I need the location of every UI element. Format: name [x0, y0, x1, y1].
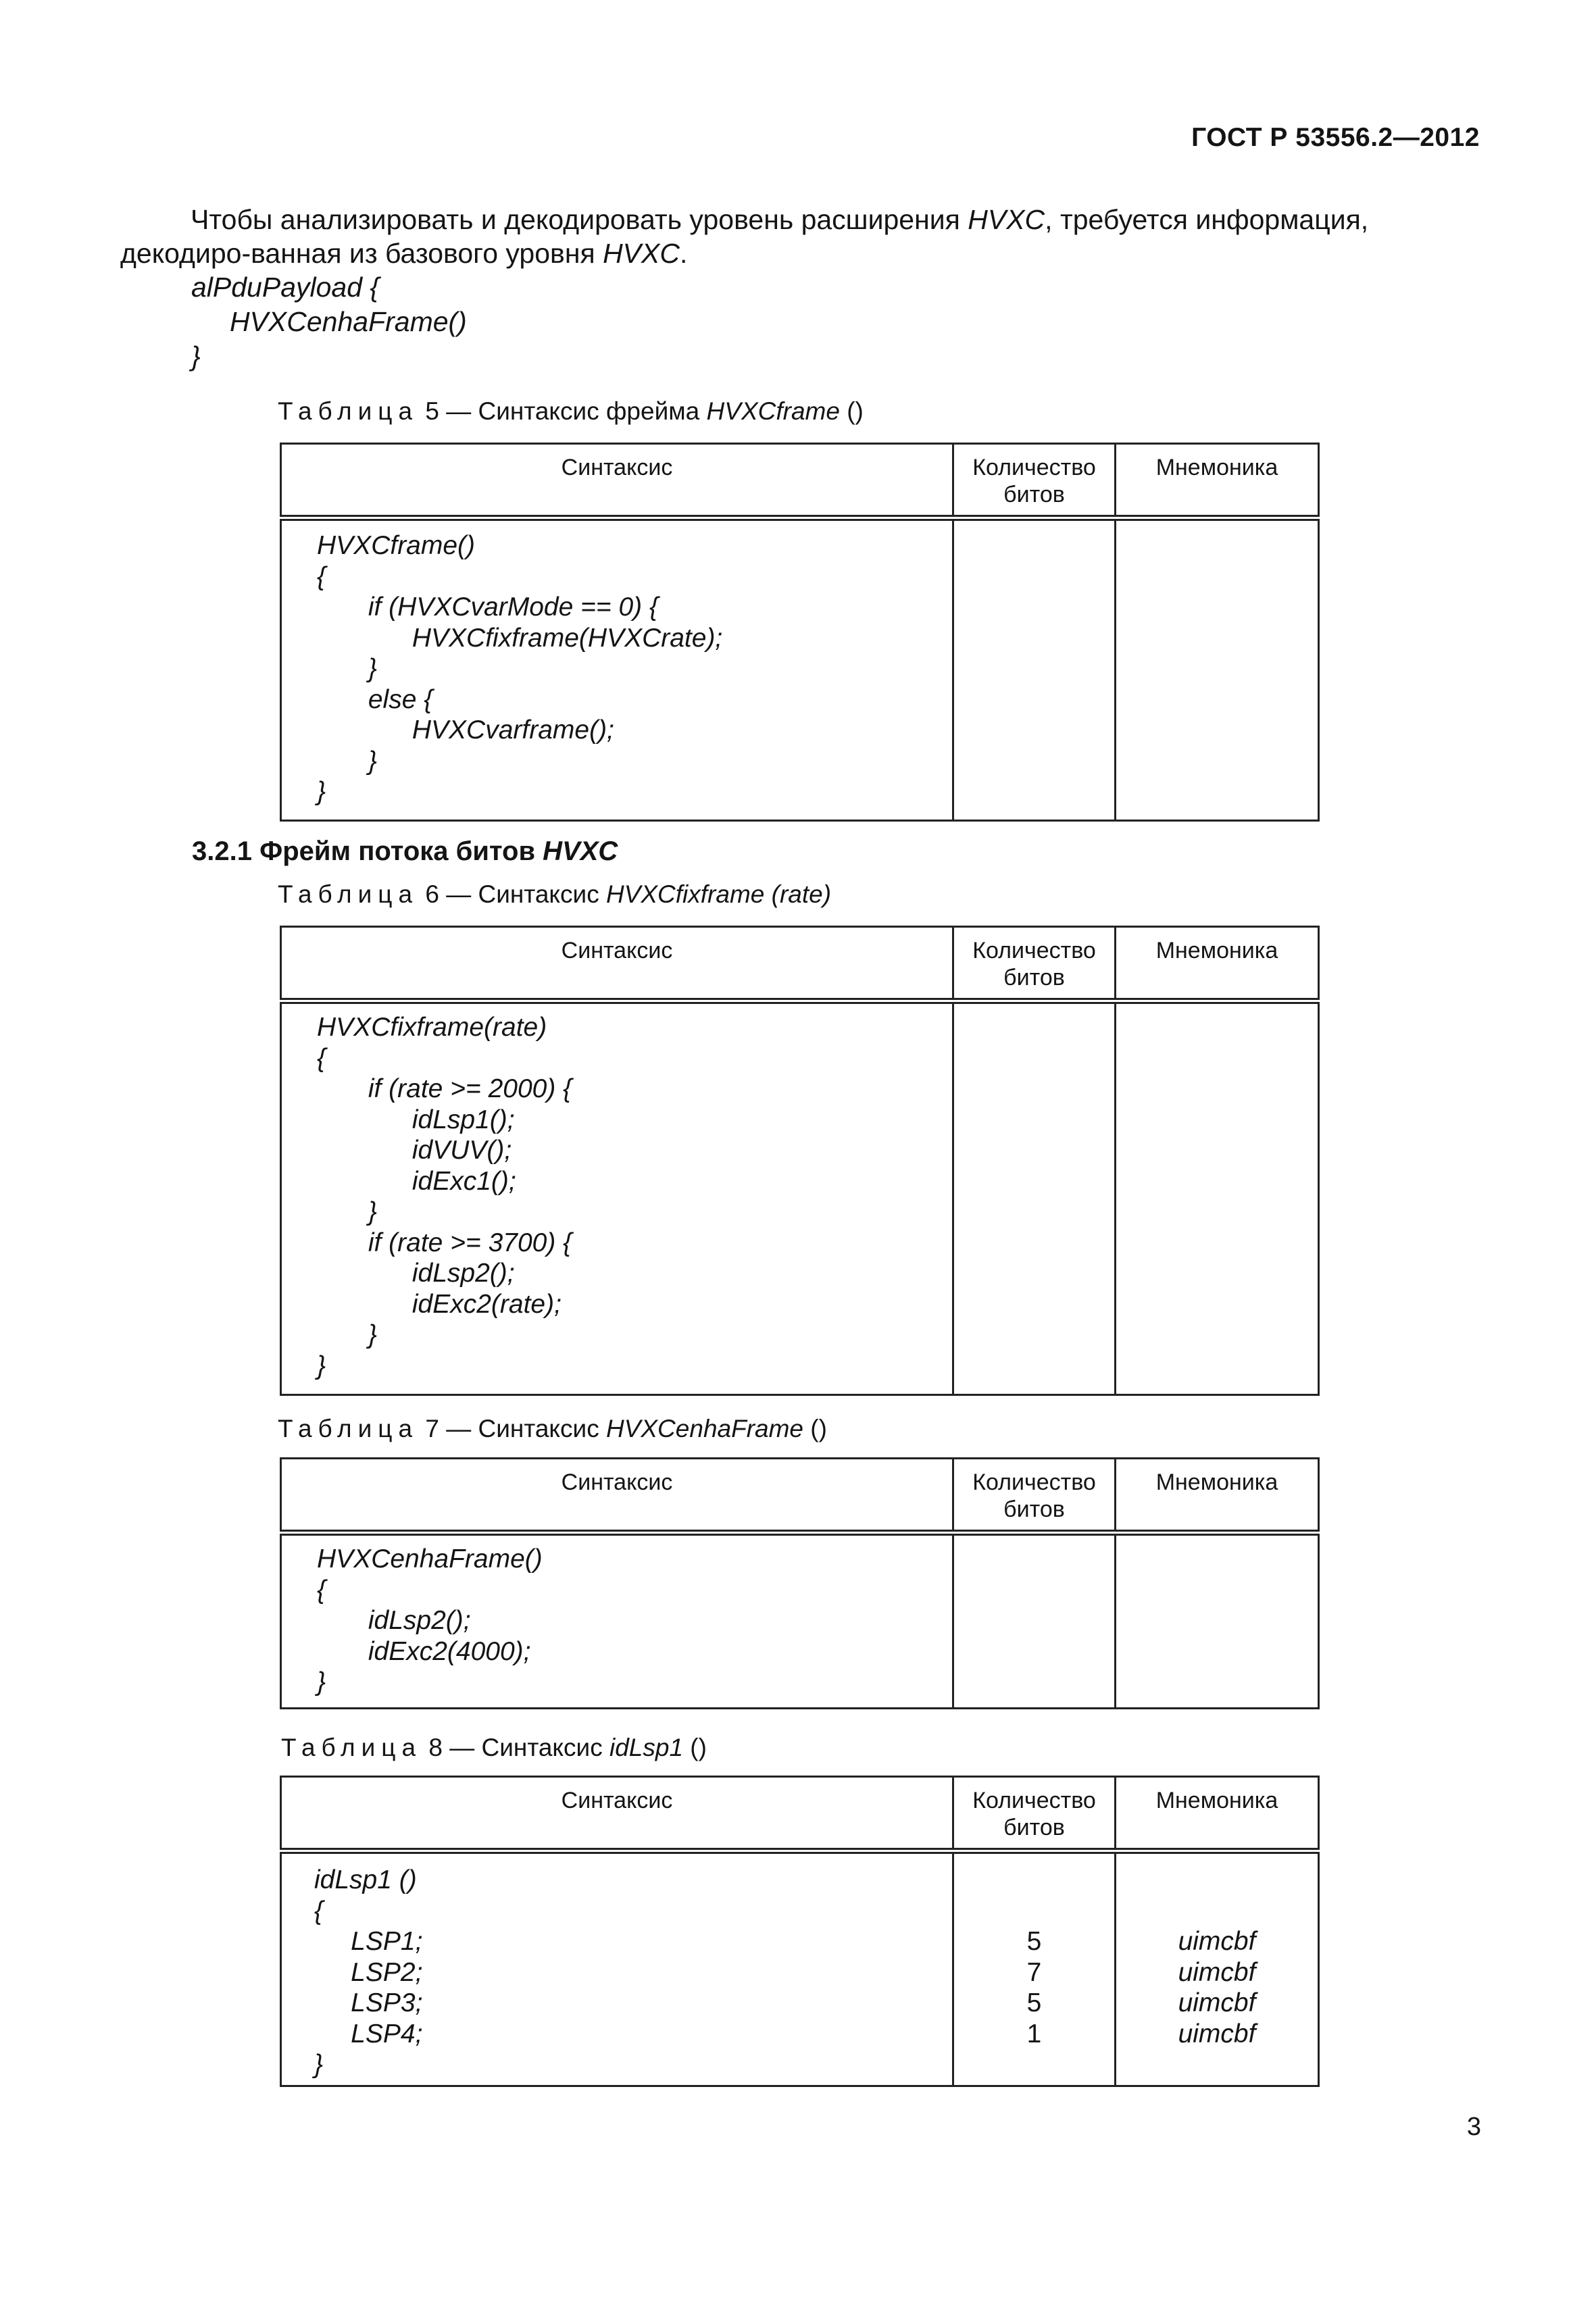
caption-term: HVXCfixframe (rate) [605, 880, 832, 908]
syntax-cell [281, 518, 953, 821]
code-line: HVXCvarframe(); [317, 715, 614, 745]
header-bits-line2: битов [1003, 965, 1065, 990]
payload-code [191, 270, 467, 374]
mnemonic-value: uimcbf [1178, 1988, 1256, 2017]
caption-label: Таблица [278, 880, 419, 908]
code-line: } [317, 1197, 377, 1226]
table6-caption [278, 880, 831, 909]
code-line: else { [317, 684, 433, 714]
code-line: } [317, 1320, 377, 1349]
code-line: if (HVXCvarMode == 0) { [317, 593, 659, 622]
code-line: idExc2(rate); [317, 1289, 562, 1319]
header-mnemonic: Мнемоника [1116, 1777, 1319, 1851]
header-syntax: Синтаксис [281, 927, 953, 1001]
section-heading [192, 836, 618, 867]
intro-text-middle: , требуется информация, декодиро-ванная из базового уровня [120, 204, 1369, 269]
section-title: 3.2.1 Фрейм потока битов [192, 836, 543, 866]
header-bits-line1: Количество [972, 1788, 1096, 1813]
bits-cell [953, 1001, 1116, 1395]
mnemonic-value [1116, 1896, 1318, 1927]
table5-caption [278, 397, 864, 426]
caption-end: () [803, 1415, 827, 1442]
table6 [280, 926, 1320, 1396]
table7 [280, 1457, 1320, 1709]
code-line: } [317, 777, 326, 806]
bits-value: 7 [1026, 1957, 1042, 1987]
caption-label: Таблица [281, 1734, 422, 1761]
table5 [280, 443, 1320, 822]
intro-text-end: . [679, 238, 688, 269]
bits-value: 5 [1026, 1988, 1042, 2017]
header-bits [953, 1777, 1116, 1851]
page-number: 3 [1466, 2113, 1481, 2141]
mnemonic-cell [1116, 518, 1319, 821]
caption-term: idLsp1 [609, 1734, 684, 1761]
code-line: idLsp1 () [314, 1865, 417, 1894]
mnemonic-cell [1116, 1851, 1319, 2086]
code-line: LSP2; [314, 1957, 423, 1987]
bits-value [954, 1896, 1114, 1927]
header-bits-line2: битов [1003, 482, 1065, 507]
bits-value [954, 1865, 1114, 1896]
code-line: idLsp1(); [317, 1105, 515, 1134]
mnemonic-cell [1116, 1533, 1319, 1709]
caption-number: 5 — Синтаксис фрейма [425, 397, 707, 425]
bits-value: 5 [1026, 1927, 1042, 1956]
bits-value: 1 [1026, 2019, 1042, 2048]
header-syntax: Синтаксис [281, 1777, 953, 1851]
table8-caption [281, 1734, 707, 1762]
bits-cell [953, 1851, 1116, 2086]
code-line: } [191, 341, 201, 372]
header-bits-line1: Количество [972, 938, 1096, 963]
code-line: } [317, 746, 377, 776]
code-line: if (rate >= 3700) { [317, 1228, 572, 1257]
mnemonic-value: uimcbf [1178, 1957, 1256, 1987]
mnemonic-value: uimcbf [1178, 1927, 1256, 1956]
code-line: HVXCfixframe(rate) [317, 1013, 547, 1042]
code-line: idLsp2(); [317, 1606, 471, 1635]
caption-number: 6 — Синтаксис [425, 880, 606, 908]
header-mnemonic: Мнемоника [1116, 927, 1319, 1001]
mnemonic-value: uimcbf [1178, 2019, 1256, 2048]
code-line: LSP3; [314, 1988, 423, 2017]
code-line: HVXCfixframe(HVXCrate); [317, 623, 723, 653]
code-line: { [317, 1575, 326, 1605]
code-line: idLsp2(); [317, 1259, 515, 1288]
document-id: ГОСТ Р 53556.2—2012 [1191, 123, 1480, 152]
caption-number: 8 — Синтаксис [428, 1734, 609, 1761]
intro-paragraph [120, 203, 1478, 270]
section-term: HVXC [543, 836, 618, 866]
header-syntax: Синтаксис [281, 1459, 953, 1533]
code-line: } [317, 1667, 326, 1696]
code-line: } [314, 2050, 324, 2079]
bits-cell [953, 518, 1116, 821]
code-line: LSP1; [314, 1927, 423, 1956]
caption-end: () [839, 397, 864, 425]
header-mnemonic: Мнемоника [1116, 1459, 1319, 1533]
header-bits-line2: битов [1003, 1496, 1065, 1522]
header-bits-line1: Количество [972, 455, 1096, 480]
code-line: } [317, 654, 377, 683]
mnemonic-value [1116, 1865, 1318, 1896]
code-line: alPduPayload { [191, 272, 380, 303]
code-line: { [317, 561, 326, 591]
header-bits [953, 1459, 1116, 1533]
code-line: HVXCenhaFrame() [317, 1544, 543, 1574]
header-bits [953, 444, 1116, 518]
header-bits-line1: Количество [972, 1469, 1096, 1495]
bits-cell [953, 1533, 1116, 1709]
caption-term: HVXCenhaFrame [605, 1415, 803, 1442]
caption-number: 7 — Синтаксис [425, 1415, 606, 1442]
caption-label: Таблица [278, 397, 419, 425]
caption-term: HVXCframe [706, 397, 840, 425]
code-line: idVUV(); [317, 1136, 512, 1165]
intro-term-1: HVXC [968, 204, 1045, 235]
header-bits [953, 927, 1116, 1001]
code-line: } [317, 1351, 326, 1380]
code-line: HVXCframe() [317, 531, 476, 560]
mnemonic-cell [1116, 1001, 1319, 1395]
header-syntax: Синтаксис [281, 444, 953, 518]
header-bits-line2: битов [1003, 1815, 1065, 1840]
intro-text-before: Чтобы анализировать и декодировать уровень расширения [191, 204, 968, 235]
header-mnemonic: Мнемоника [1116, 444, 1319, 518]
code-line: { [314, 1896, 324, 1926]
code-line: idExc1(); [317, 1166, 516, 1196]
code-line: LSP4; [314, 2019, 423, 2048]
syntax-cell [281, 1533, 953, 1709]
table8 [280, 1776, 1320, 2087]
code-line: HVXCenhaFrame() [191, 306, 467, 337]
code-line: idExc2(4000); [317, 1636, 531, 1666]
syntax-cell [281, 1851, 953, 2086]
code-line: { [317, 1043, 326, 1073]
table7-caption [278, 1415, 827, 1443]
code-line: if (rate >= 2000) { [317, 1074, 572, 1103]
caption-label: Таблица [278, 1415, 419, 1442]
intro-term-2: HVXC [603, 238, 680, 269]
caption-end: () [683, 1734, 707, 1761]
syntax-cell [281, 1001, 953, 1395]
